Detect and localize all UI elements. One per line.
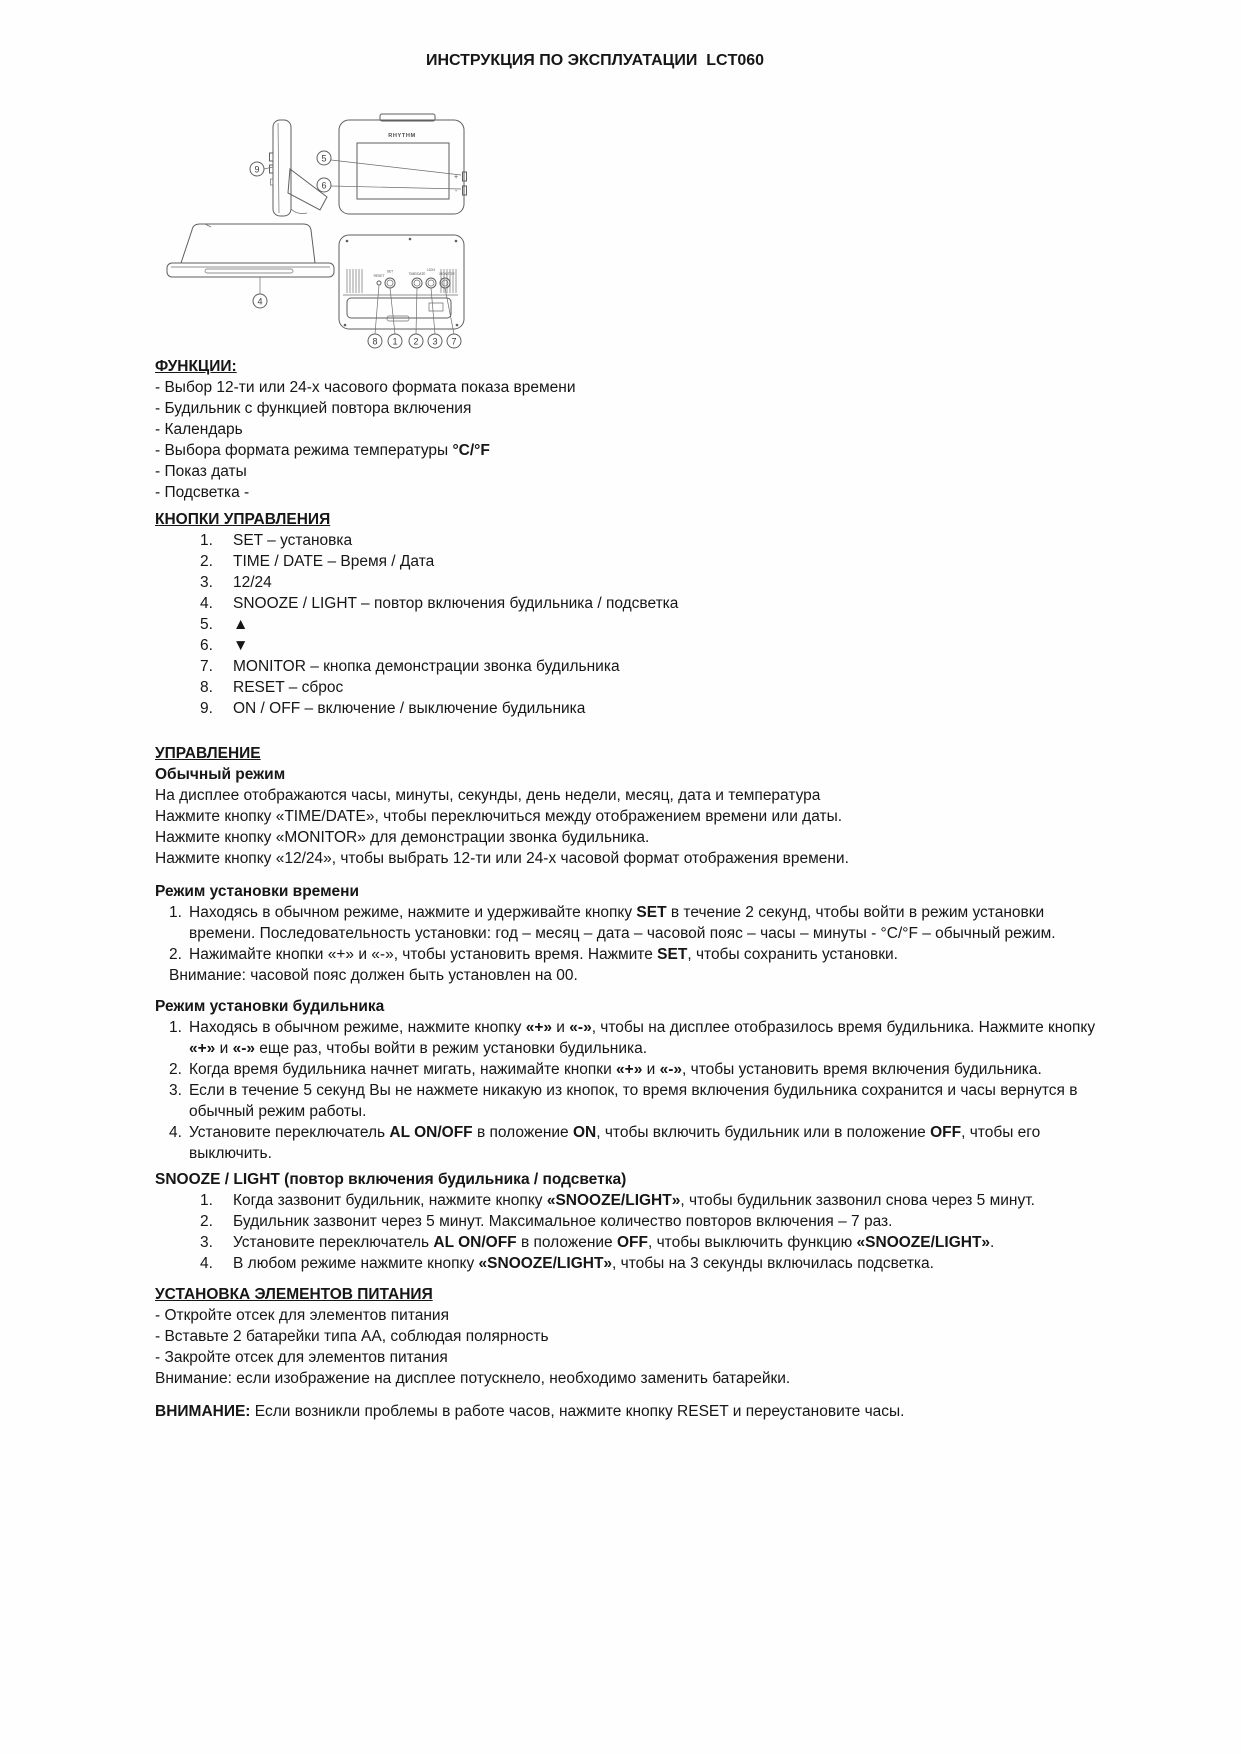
- item-number: 3.: [200, 574, 213, 591]
- paragraph: Нажмите кнопку «MONITOR» для демонстрации звонка будильника.: [155, 829, 650, 846]
- alarm-setting-heading: Режим установки будильника: [155, 998, 385, 1015]
- section-alarm-setting: [155, 996, 1105, 1164]
- callout-2-number: 2: [413, 336, 419, 347]
- device-back-view: [339, 235, 464, 334]
- callout-6-number: 6: [321, 180, 327, 191]
- paragraph: На дисплее отображаются часы, минуты, секунды, день недели, месяц, дата и температура: [155, 787, 821, 804]
- item-text: 12/24: [233, 574, 272, 591]
- time-date-button: [412, 278, 422, 288]
- item-number: 1.: [200, 532, 213, 549]
- button-list-item: [155, 677, 1105, 698]
- item-text: Если в течение 5 секунд Вы не нажмете никакую из кнопок, то время включения будильника сохранится и часы вернутся в обычный режим работы.: [189, 1082, 1078, 1120]
- button-list-item: [155, 698, 1105, 719]
- function-item: - Календарь: [155, 421, 243, 438]
- item-number: 8.: [200, 679, 213, 696]
- functions-heading: ФУНКЦИИ:: [155, 358, 237, 375]
- item-text: TIME / DATE – Время / Дата: [233, 553, 435, 570]
- buttons-heading: КНОПКИ УПРАВЛЕНИЯ: [155, 511, 331, 528]
- item-text: MONITOR – кнопка демонстрации звонка будильника: [233, 658, 620, 675]
- alarm-setting-item: [155, 1059, 1105, 1080]
- callout-4-number: 4: [257, 296, 263, 307]
- button-list-item: [155, 635, 1105, 656]
- snooze-heading: SNOOZE / LIGHT (повтор включения будильника / подсветка): [155, 1171, 627, 1188]
- item-number: 6.: [200, 637, 213, 654]
- snooze-item: [155, 1211, 1105, 1232]
- callout-2: [409, 334, 423, 348]
- snooze-item: [155, 1190, 1105, 1211]
- callout-8-number: 8: [372, 336, 378, 347]
- button-list-item: [155, 656, 1105, 677]
- alarm-setting-item: [155, 1122, 1105, 1164]
- item-text: ▲: [233, 616, 249, 633]
- time-setting-note: Внимание: часовой пояс должен быть установлен на 00.: [169, 967, 578, 984]
- battery-item: - Откройте отсек для элементов питания: [155, 1307, 449, 1324]
- callout-7-number: 7: [451, 336, 457, 347]
- item-text: Установите переключатель AL ON/OFF в положение OFF, чтобы выключить функцию «SNOOZE/LIGHT».: [233, 1234, 995, 1251]
- control-heading: УПРАВЛЕНИЕ: [155, 745, 261, 762]
- item-number: 4.: [200, 595, 213, 612]
- item-number: 4.: [200, 1255, 213, 1272]
- functions-list: [155, 377, 1105, 503]
- time-setting-list: [155, 902, 1105, 965]
- minus-glyph: -: [454, 188, 458, 195]
- set-button: [385, 278, 395, 288]
- item-text: ON / OFF – включение / выключение будильника: [233, 700, 586, 717]
- item-text: Находясь в обычном режиме, нажмите и удерживайте кнопку SET в течение 2 секунд, чтобы войти в режим установки времени. Последовательность установки: год – месяц – дата – часовой пояс – часы – минуты - °C/°F – обычный режим.: [189, 904, 1056, 942]
- item-number: 2.: [200, 1213, 213, 1230]
- item-number: 9.: [200, 700, 213, 717]
- section-snooze: [155, 1169, 1105, 1274]
- device-diagram: [157, 97, 467, 352]
- callout-8: [368, 334, 382, 348]
- function-item: - Выбор 12-ти или 24-х часового формата показа времени: [155, 379, 576, 396]
- item-number: 7.: [200, 658, 213, 675]
- time-setting-heading: Режим установки времени: [155, 883, 360, 900]
- item-text: Будильник зазвонит через 5 минут. Максимальное количество повторов включения – 7 раз.: [233, 1213, 893, 1230]
- display-area: [357, 143, 449, 199]
- device-side-view: [270, 120, 328, 216]
- paragraph: Нажмите кнопку «TIME/DATE», чтобы переключиться между отображением времени или даты.: [155, 808, 843, 825]
- alarm-setting-list: [155, 1017, 1105, 1164]
- button-list-item: [155, 530, 1105, 551]
- plus-glyph: +: [453, 174, 459, 181]
- item-number: 1.: [169, 904, 182, 921]
- item-text: ▼: [233, 637, 249, 654]
- button-list-item: [155, 572, 1105, 593]
- snooze-bar-slot: [205, 269, 293, 273]
- item-number: 1.: [169, 1019, 182, 1036]
- reset-button: [377, 281, 381, 285]
- callout-4: [253, 277, 267, 308]
- time-setting-item: [155, 944, 1105, 965]
- battery-note: Внимание: если изображение на дисплее потускнело, необходимо заменить батарейки.: [155, 1370, 791, 1387]
- control-paragraphs: [155, 785, 1105, 869]
- snooze-item: [155, 1253, 1105, 1274]
- button-list-item: [155, 614, 1105, 635]
- battery-list: [155, 1305, 1105, 1368]
- item-number: 5.: [200, 616, 213, 633]
- alarm-setting-item: [155, 1017, 1105, 1059]
- time-setting-item: [155, 902, 1105, 944]
- section-functions: [155, 356, 1105, 503]
- function-item: - Выбора формата режима температуры °C/°F: [155, 442, 490, 459]
- alarm-setting-item: [155, 1080, 1105, 1122]
- battery-door: [343, 295, 458, 321]
- item-text: Установите переключатель AL ON/OFF в положение ON, чтобы включить будильник или в положение OFF, чтобы его выключить.: [189, 1124, 1041, 1162]
- item-text: RESET – сброс: [233, 679, 344, 696]
- item-number: 3.: [200, 1234, 213, 1251]
- monitor-button-label: MONITOR: [439, 272, 455, 276]
- 12-24-button: [426, 278, 436, 288]
- function-item: - Будильник с функцией повтора включения: [155, 400, 472, 417]
- callout-3: [428, 334, 442, 348]
- function-item: - Показ даты: [155, 463, 247, 480]
- item-text: Нажимайте кнопки «+» и «-», чтобы установить время. Нажмите SET, чтобы сохранить установки.: [189, 946, 898, 963]
- item-number: 4.: [169, 1124, 182, 1141]
- warning-line: ВНИМАНИЕ: Если возникли проблемы в работе часов, нажмите кнопку RESET и переустановите часы.: [155, 1403, 905, 1420]
- item-text: Когда зазвонит будильник, нажмите кнопку «SNOOZE/LIGHT», чтобы будильник зазвонил снова через 5 минут.: [233, 1192, 1035, 1209]
- button-list-item: [155, 593, 1105, 614]
- speaker-grille-left: [347, 269, 362, 293]
- item-number: 2.: [169, 1061, 182, 1078]
- snooze-item: [155, 1232, 1105, 1253]
- item-text: В любом режиме нажмите кнопку «SNOOZE/LIGHT», чтобы на 3 секунды включилась подсветка.: [233, 1255, 934, 1272]
- item-text: Когда время будильника начнет мигать, нажимайте кнопки «+» и «-», чтобы установить время включения будильника.: [189, 1061, 1042, 1078]
- device-top-view: [167, 224, 334, 277]
- item-text: Находясь в обычном режиме, нажмите кнопку «+» и «-», чтобы на дисплее отобразилось время будильника. Нажмите кнопку «+» и «-» еще раз, чтобы войти в режим установки будильника.: [189, 1019, 1096, 1057]
- button-list-item: [155, 551, 1105, 572]
- callout-1-number: 1: [392, 336, 398, 347]
- section-buttons: [155, 509, 1105, 719]
- function-item: - Подсветка -: [155, 484, 250, 501]
- item-text: SNOOZE / LIGHT – повтор включения будильника / подсветка: [233, 595, 679, 612]
- callout-5-number: 5: [321, 153, 327, 164]
- device-front-view: [339, 114, 467, 214]
- 12-24-button-label: 12/24: [427, 268, 435, 272]
- callout-7: [447, 334, 461, 348]
- set-button-label: SET: [386, 269, 394, 274]
- item-number: 1.: [200, 1192, 213, 1209]
- battery-item: - Закройте отсек для элементов питания: [155, 1349, 448, 1366]
- callout-9-number: 9: [254, 164, 260, 175]
- battery-heading: УСТАНОВКА ЭЛЕМЕНТОВ ПИТАНИЯ: [155, 1286, 433, 1303]
- item-number: 3.: [169, 1082, 182, 1099]
- normal-mode-subheading: Обычный режим: [155, 766, 286, 783]
- time-date-button-label: TIME/DATE: [408, 272, 426, 276]
- callout-3-number: 3: [432, 336, 438, 347]
- callout-1: [388, 334, 402, 348]
- section-time-setting: [155, 881, 1105, 986]
- section-control: [155, 743, 1105, 869]
- item-number: 2.: [169, 946, 182, 963]
- item-text: SET – установка: [233, 532, 353, 549]
- section-battery: [155, 1284, 1105, 1389]
- reset-button-label: RESET: [373, 274, 385, 278]
- battery-item: - Вставьте 2 батарейки типа АА, соблюдая полярность: [155, 1328, 549, 1345]
- item-number: 2.: [200, 553, 213, 570]
- buttons-list: [155, 530, 1105, 719]
- page-title: ИНСТРУКЦИЯ ПО ЭКСПЛУАТАЦИИ LCT060: [425, 52, 765, 69]
- snooze-list: [155, 1190, 1105, 1274]
- paragraph: Нажмите кнопку «12/24», чтобы выбрать 12-ти или 24-х часовой формат отображения времени.: [155, 850, 849, 867]
- brand-label: RHYTHM: [388, 133, 416, 139]
- monitor-button: [440, 278, 450, 288]
